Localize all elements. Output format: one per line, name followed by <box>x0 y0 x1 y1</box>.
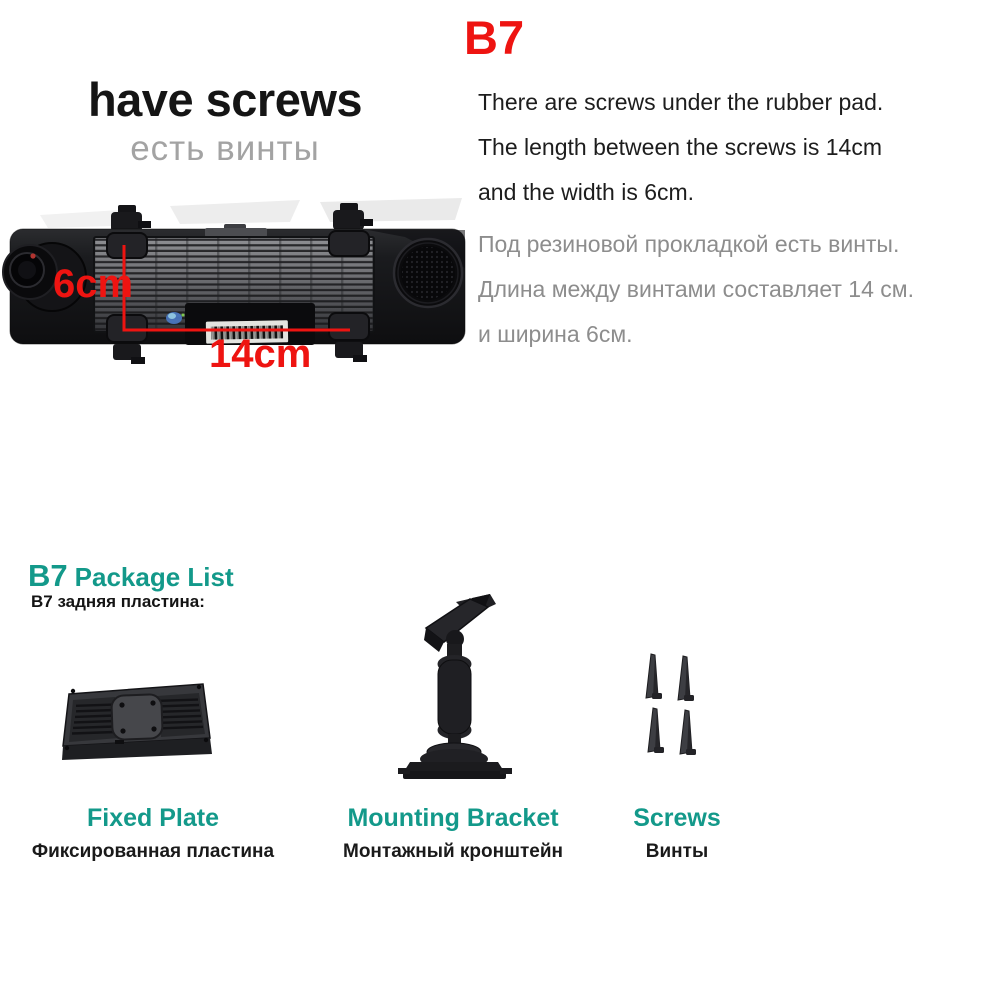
fixed-plate-label-ru: Фиксированная пластина <box>31 841 275 862</box>
hero-title-ru: есть винты <box>130 129 320 168</box>
fixed-plate-label-en: Fixed Plate <box>87 804 219 832</box>
mounting-bracket-label-en: Mounting Bracket <box>347 804 559 832</box>
description-ru-line1: Под резиновой прокладкой есть винты. <box>478 231 900 257</box>
background-reflections <box>40 198 462 228</box>
screws-label-ru: Винты <box>645 841 709 862</box>
item-label-mounting-bracket <box>328 804 578 863</box>
mounting-bracket-label-ru: Монтажный кронштейн <box>343 841 563 862</box>
speaker <box>394 239 462 307</box>
package-heading-text: Package List <box>74 562 234 592</box>
description-russian <box>478 222 914 357</box>
screws-photo <box>636 646 706 761</box>
item-label-screws <box>597 804 757 863</box>
top-handle <box>205 224 267 237</box>
dimension-width-label: 6cm <box>53 262 134 306</box>
mounting-bracket-photo <box>398 592 513 787</box>
package-model-code: B7 <box>28 558 68 593</box>
description-ru-line2: Длина между винтами составляет 14 см. <box>478 276 914 302</box>
hero-title-en: have screws <box>87 73 363 126</box>
item-label-fixed-plate <box>28 804 278 863</box>
description-en-line1: There are screws under the rubber pad. <box>478 89 884 115</box>
screws-label-en: Screws <box>633 804 721 832</box>
screw <box>646 654 696 755</box>
description-english <box>478 80 883 215</box>
package-list-heading <box>28 558 234 594</box>
model-code-title: B7 <box>464 11 525 64</box>
fixed-plate-photo <box>55 678 220 770</box>
description-en-line2: The length between the screws is 14cm <box>478 134 882 160</box>
description-ru-line3: и ширина 6см. <box>478 321 633 347</box>
description-en-line3: and the width is 6cm. <box>478 179 695 205</box>
dimension-length-label: 14cm <box>209 332 312 376</box>
package-subheading-ru: B7 задняя пластина: <box>31 592 205 611</box>
